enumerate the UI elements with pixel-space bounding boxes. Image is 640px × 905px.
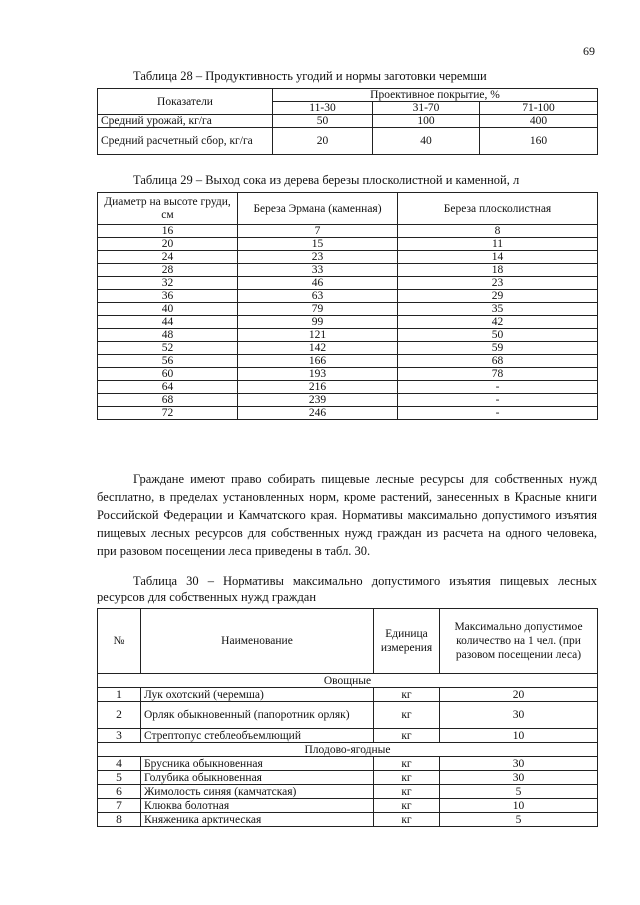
table30-caption-text: Таблица 30 – Нормативы максимально допустимого изъятия пищевых лесных ресурсов для собственных нужд граждан (97, 574, 597, 604)
table-row (98, 702, 598, 729)
table-cell: 24 (98, 251, 238, 264)
table-row (98, 799, 598, 813)
table28-caption: Таблица 28 – Продуктивность угодий и нормы заготовки черемши (133, 69, 487, 83)
table-cell: 8 (398, 225, 598, 238)
table-cell: 40 (373, 128, 480, 155)
table-cell: 99 (238, 316, 398, 329)
table-cell: 20 (98, 238, 238, 251)
table-cell: кг (374, 688, 440, 702)
table28-header-indicator: Показатели (98, 89, 273, 115)
table-row (98, 407, 598, 420)
table-cell: 23 (398, 277, 598, 290)
table-cell: 78 (398, 368, 598, 381)
table-cell: 33 (238, 264, 398, 277)
table-row (98, 771, 598, 785)
table-cell: 1 (98, 688, 141, 702)
table-cell: 35 (398, 303, 598, 316)
table30-header: Единица измерения (374, 609, 440, 674)
group-title: Плодово-ягодные (98, 743, 598, 757)
table-cell: 79 (238, 303, 398, 316)
table-cell: 30 (440, 702, 598, 729)
table-cell: кг (374, 757, 440, 771)
table-row (98, 785, 598, 799)
table-cell: Лук охотский (черемша) (141, 688, 374, 702)
table-cell: 63 (238, 290, 398, 303)
table-cell: 40 (98, 303, 238, 316)
table-cell: Княженика арктическая (141, 813, 374, 827)
table-row (98, 128, 598, 155)
table-cell: 56 (98, 355, 238, 368)
table28-range: 31-70 (373, 102, 480, 115)
table-cell: 72 (98, 407, 238, 420)
table-cell: 6 (98, 785, 141, 799)
table30-header: Наименование (141, 609, 374, 674)
table28 (97, 88, 598, 155)
table-cell: Жимолость синяя (камчатская) (141, 785, 374, 799)
table-cell: Клюква болотная (141, 799, 374, 813)
table-row (98, 303, 598, 316)
table-cell: 166 (238, 355, 398, 368)
table-cell: 64 (98, 381, 238, 394)
table-cell: 20 (273, 128, 373, 155)
group-row (98, 743, 598, 757)
table-cell: 5 (440, 813, 598, 827)
table-cell: 400 (480, 115, 598, 128)
table-cell: - (398, 381, 598, 394)
table-cell: 42 (398, 316, 598, 329)
group-title: Овощные (98, 674, 598, 688)
table-cell: 68 (398, 355, 598, 368)
table-row (98, 264, 598, 277)
table-cell: Голубика обыкновенная (141, 771, 374, 785)
table-cell: 239 (238, 394, 398, 407)
table-cell: 5 (440, 785, 598, 799)
table-cell: 142 (238, 342, 398, 355)
page-number: 69 (583, 44, 595, 58)
table-row (98, 368, 598, 381)
table-cell: 10 (440, 799, 598, 813)
table-cell: 193 (238, 368, 398, 381)
table-cell: Орляк обыкновенный (папоротник орляк) (141, 702, 374, 729)
table-row (98, 115, 598, 128)
table28-header-cover: Проективное покрытие, % (273, 89, 598, 102)
table29-header: Береза Эрмана (каменная) (238, 193, 398, 225)
table-cell: 46 (238, 277, 398, 290)
table-row (98, 757, 598, 771)
table-cell: 8 (98, 813, 141, 827)
table30 (97, 608, 598, 827)
table29-header: Береза плосколистная (398, 193, 598, 225)
table-cell: 50 (273, 115, 373, 128)
table-cell: 44 (98, 316, 238, 329)
table-row (98, 238, 598, 251)
table29-header: Диаметр на высоте груди, см (98, 193, 238, 225)
table29 (97, 192, 598, 420)
table-cell: 14 (398, 251, 598, 264)
table-cell: 16 (98, 225, 238, 238)
table29-caption: Таблица 29 – Выход сока из дерева березы плосколистной и каменной, л (133, 173, 520, 187)
table-row (98, 813, 598, 827)
table-cell: 28 (98, 264, 238, 277)
table-cell: 32 (98, 277, 238, 290)
table30-header: № (98, 609, 141, 674)
table-cell: 52 (98, 342, 238, 355)
table-cell: 68 (98, 394, 238, 407)
paragraph-text: Граждане имеют право собирать пищевые лесные ресурсы для собственных нужд бесплатно, в пределах установленных норм, кроме растений, занесенных в Красные книги Российской Федерации и Камчатского края. Нормативы максимально допустимого изъятия пищевых лесных ресурсов для собственных нужд граждан из расчета на одного человека, при разовом посещении леса приведены в табл. 30. (97, 472, 597, 558)
table-row (98, 329, 598, 342)
table-cell: кг (374, 729, 440, 743)
table-row (98, 394, 598, 407)
table28-range: 11-30 (273, 102, 373, 115)
table28-row-label: Средний урожай, кг/га (98, 115, 273, 128)
table-cell: 7 (98, 799, 141, 813)
table-cell: 11 (398, 238, 598, 251)
table-row (98, 729, 598, 743)
table-cell: - (398, 394, 598, 407)
table-cell: кг (374, 813, 440, 827)
table-cell: 10 (440, 729, 598, 743)
table-cell: кг (374, 785, 440, 799)
table-cell: 3 (98, 729, 141, 743)
table-row (98, 342, 598, 355)
table-row (98, 316, 598, 329)
table-cell: 18 (398, 264, 598, 277)
table28-range: 71-100 (480, 102, 598, 115)
table-cell: 5 (98, 771, 141, 785)
table-cell: 29 (398, 290, 598, 303)
table-cell: 59 (398, 342, 598, 355)
table-cell: 15 (238, 238, 398, 251)
table-row (98, 355, 598, 368)
table-cell: 2 (98, 702, 141, 729)
table-cell: 30 (440, 757, 598, 771)
table-cell: 20 (440, 688, 598, 702)
table-cell: 36 (98, 290, 238, 303)
table-cell: 7 (238, 225, 398, 238)
table-row (98, 381, 598, 394)
table-cell: 50 (398, 329, 598, 342)
table-cell: 246 (238, 407, 398, 420)
table-cell: 60 (98, 368, 238, 381)
table-cell: 30 (440, 771, 598, 785)
table-cell: кг (374, 702, 440, 729)
table-cell: 23 (238, 251, 398, 264)
table-cell: 100 (373, 115, 480, 128)
table-cell: 4 (98, 757, 141, 771)
body-paragraph (97, 470, 597, 560)
table-cell: 121 (238, 329, 398, 342)
table-row (98, 225, 598, 238)
group-row (98, 674, 598, 688)
table-cell: кг (374, 771, 440, 785)
table-cell: кг (374, 799, 440, 813)
table-cell: 160 (480, 128, 598, 155)
table-cell: - (398, 407, 598, 420)
table30-caption (97, 573, 597, 605)
table-row (98, 688, 598, 702)
table-row (98, 277, 598, 290)
table-cell: Стрептопус стеблеобъемлющий (141, 729, 374, 743)
table-cell: 48 (98, 329, 238, 342)
table-row (98, 290, 598, 303)
table-row (98, 251, 598, 264)
table28-row-label: Средний расчетный сбор, кг/га (98, 128, 273, 155)
table30-header: Максимально допустимое количество на 1 чел. (при разовом посещении леса) (440, 609, 598, 674)
table-cell: Брусника обыкновенная (141, 757, 374, 771)
table-cell: 216 (238, 381, 398, 394)
